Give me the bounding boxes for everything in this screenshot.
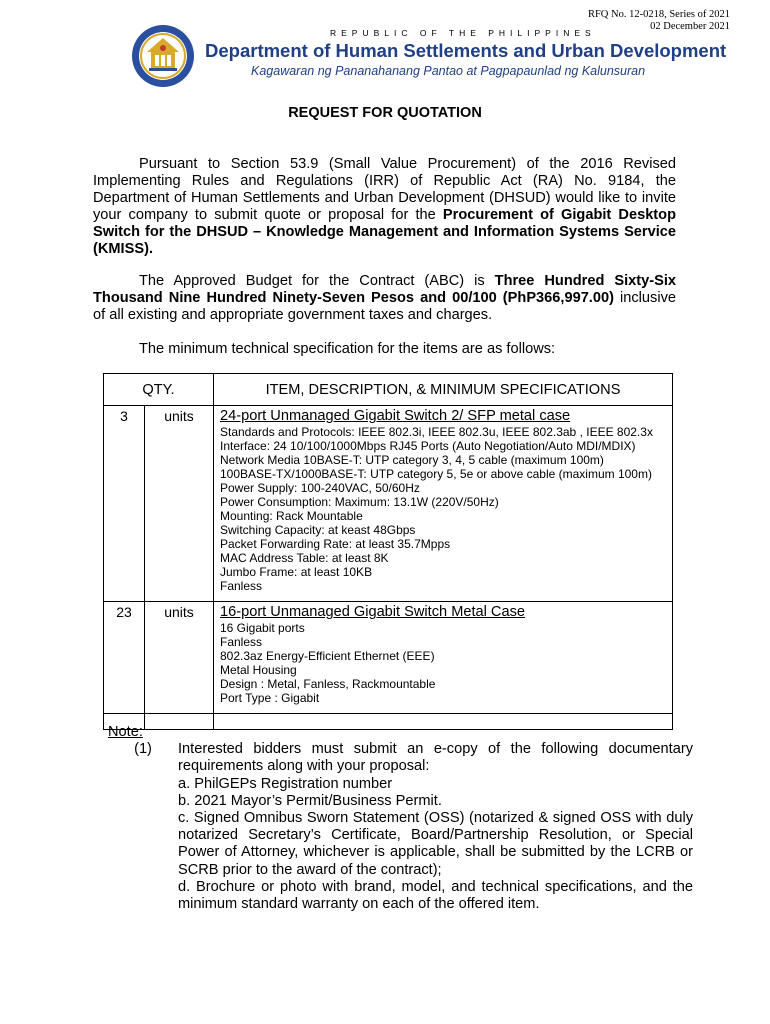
rfq-date: 02 December 2021: [650, 21, 730, 32]
dhsud-seal-logo: [131, 24, 195, 88]
rfq-number: RFQ No. 12-0218, Series of 2021: [587, 9, 730, 20]
note-number: (1): [134, 741, 152, 758]
intro-text: Pursuant to Section 53.9 (Small Value Procurement) of the 2016 Revised Implementing Rules and Regulations (IRR) of Republic Act (RA) No. 9184, the Department of Human Settlements and Urban Development (DHSUD) would like to invite your company to submit quote or proposal for the: [93, 156, 676, 223]
item-unit: units: [145, 602, 214, 714]
rfq-reference: [588, 9, 730, 33]
note-line: c. Signed Omnibus Sworn Statement (OSS) (notarized & signed OSS with duly notarized Secretary’s Certificate, Board/Partnership Resolution, or Special Power of Attorney, whichever is applicable, shall be submitted by the LCRB or SCRB prior to the award of the contract);: [178, 810, 693, 878]
spec-line: Switching Capacity: at keast 48Gbps: [220, 523, 416, 537]
table-row: [104, 406, 673, 602]
qty-header: QTY.: [104, 374, 214, 406]
spec-line: Standards and Protocols: IEEE 802.3i, IEEE 802.3u, IEEE 802.3ab , IEEE 802.3x: [220, 425, 653, 439]
table-row: [104, 602, 673, 714]
spec-line: Mounting: Rack Mountable: [220, 509, 363, 523]
note-label: Note:: [108, 724, 143, 740]
note-line: Interested bidders must submit an e-copy of the following documentary requirements along with your proposal:: [178, 741, 693, 775]
spec-line: Fanless: [220, 579, 263, 593]
spec-line: Network Media 10BASE-T: UTP category 3, 4, 5 cable (maximum 100m): [220, 453, 604, 467]
item-qty: 23: [104, 602, 145, 714]
procurement-title: Procurement of Gigabit Desktop Switch for the DHSUD – Knowledge Management and Information Systems Service (KMISS).: [93, 207, 676, 257]
budget-text-after: inclusive of all existing and appropriate government taxes and charges.: [93, 290, 676, 323]
item-description: [214, 406, 673, 602]
spec-line: Design : Metal, Fanless, Rackmountable: [220, 677, 436, 691]
spec-line: Power Consumption: Maximum: 13.1W (220V/50Hz): [220, 495, 499, 509]
item-unit: units: [145, 406, 214, 602]
spec-line: Metal Housing: [220, 663, 297, 677]
department-tagline: Kagawaran ng Pananahanang Pantao at Pagpapaunlad ng Kalunsuran: [251, 64, 646, 78]
budget-paragraph: [93, 273, 676, 324]
note-line: b. 2021 Mayor’s Permit/Business Permit.: [178, 792, 442, 809]
intro-paragraph: [93, 156, 676, 258]
spec-line: Interface: 24 10/100/1000Mbps RJ45 Ports (Auto Negotiation/Auto MDI/MDIX): [220, 439, 636, 453]
spec-intro-paragraph: The minimum technical specification for the items are as follows:: [139, 341, 556, 357]
item-title: 24-port Unmanaged Gigabit Switch 2/ SFP metal case: [220, 408, 571, 424]
spec-line: 16 Gigabit ports: [220, 621, 305, 635]
spec-line: Jumbo Frame: at least 10KB: [220, 565, 373, 579]
spec-line: Packet Forwarding Rate: at least 35.7Mpps: [220, 537, 451, 551]
item-qty: 3: [104, 406, 145, 602]
note-line: d. Brochure or photo with brand, model, and technical specifications, and the minimum standard warranty on each of the offered item.: [178, 878, 693, 913]
department-name: Department of Human Settlements and Urban Development: [205, 40, 727, 61]
description-header: ITEM, DESCRIPTION, & MINIMUM SPECIFICATIONS: [214, 374, 673, 406]
note-body: [178, 741, 693, 913]
note-item: [108, 741, 693, 913]
item-description: [214, 602, 673, 714]
spec-line: Port Type : Gigabit: [220, 691, 320, 705]
note-section: [108, 724, 693, 913]
specifications-table: [103, 373, 673, 730]
budget-amount: Three Hundred Sixty-Six Thousand Nine Hundred Ninety-Seven Pesos and 00/100 (PhP366,997.00): [93, 273, 676, 306]
note-line: a. PhilGEPs Registration number: [178, 775, 393, 792]
spec-line: Fanless: [220, 635, 263, 649]
spec-line: Power Supply: 100-240VAC, 50/60Hz: [220, 481, 420, 495]
spec-line: 802.3az Energy-Efficient Ethernet (EEE): [220, 649, 435, 663]
document-title: REQUEST FOR QUOTATION: [288, 105, 482, 121]
spec-line: 100BASE-TX/1000BASE-T: UTP category 5, 5e or above cable (maximum 100m): [220, 467, 652, 481]
budget-text-before: The Approved Budget for the Contract (ABC) is: [139, 273, 495, 289]
republic-heading: REPUBLIC OF THE PHILIPPINES: [330, 28, 596, 38]
table-header-row: [104, 374, 673, 406]
spec-line: MAC Address Table: at least 8K: [220, 551, 389, 565]
item-title: 16-port Unmanaged Gigabit Switch Metal Case: [220, 604, 526, 620]
